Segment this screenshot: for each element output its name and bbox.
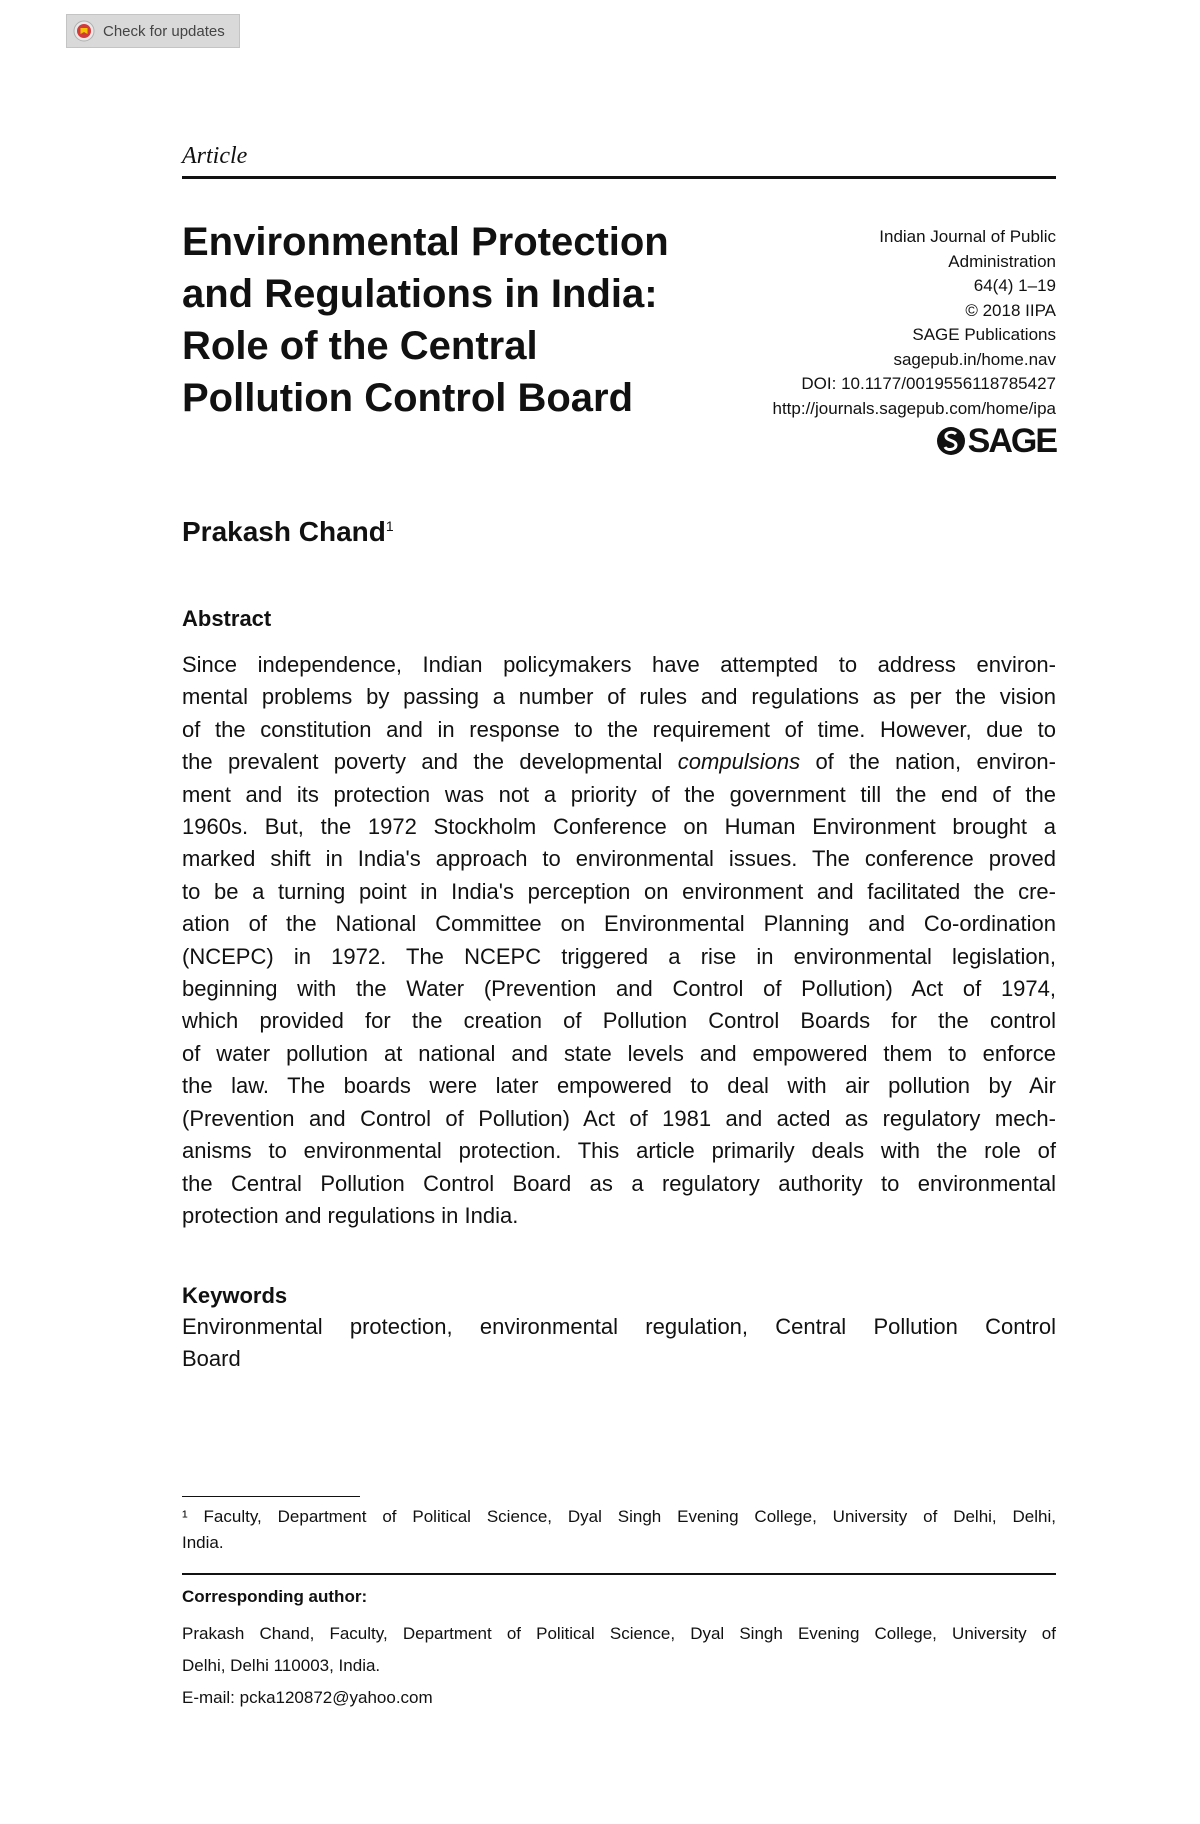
- header-rule: [182, 176, 1056, 179]
- footnote-rule: [182, 1496, 360, 1497]
- journal-metadata: [772, 225, 1056, 421]
- article-type-label: Article: [182, 143, 248, 169]
- article-title: [182, 216, 722, 424]
- sage-logo-text: SAGE: [967, 422, 1056, 460]
- abstract-body: [182, 649, 1056, 1232]
- title-line: Pollution Control Board: [182, 376, 634, 420]
- abstract-line: the law. The boards were later empowered to deal with air pollution by Air: [182, 1073, 1056, 1099]
- abstract-line: (NCEPC) in 1972. The NCEPC triggered a rise in environmental legislation,: [182, 943, 1056, 969]
- abstract-line: Since independence, Indian policymakers have attempted to address environ-: [182, 652, 1056, 677]
- abstract-line: the Central Pollution Control Board as a regulatory authority to environmental: [182, 1170, 1056, 1196]
- sage-emblem-icon: [936, 424, 966, 458]
- affiliation-footnote: [182, 1504, 1056, 1556]
- check-for-updates-label: Check for updates: [103, 22, 225, 40]
- author-name: [182, 516, 394, 548]
- corresponding-author-body: [182, 1618, 1056, 1714]
- journal-name-line: Administration: [948, 251, 1056, 271]
- abstract-line: protection and regulations in India.: [182, 1202, 519, 1228]
- keywords-heading: Keywords: [182, 1283, 288, 1308]
- sage-logo: [936, 424, 1056, 458]
- volume-issue-pages: 64(4) 1–19: [973, 276, 1056, 295]
- doi[interactable]: DOI: 10.1177/0019556118785427: [801, 374, 1056, 393]
- affiliation-mark: 1: [385, 518, 394, 534]
- copyright: © 2018 IIPA: [965, 300, 1056, 320]
- publisher-name: SAGE Publications: [912, 325, 1056, 344]
- corresponding-email[interactable]: E-mail: pcka120872@yahoo.com: [182, 1688, 433, 1707]
- abstract-line: mental problems by passing a number of rules and regulations as per the vision: [182, 684, 1056, 710]
- abstract-line: ation of the National Committee on Environmental Planning and Co-ordination: [182, 911, 1056, 937]
- corresponding-rule: [182, 1573, 1056, 1575]
- abstract-line: marked shift in India's approach to environmental issues. The conference proved: [182, 846, 1056, 872]
- abstract-heading: Abstract: [182, 606, 272, 631]
- abstract-line: of the constitution and in response to the requirement of time. However, due to: [182, 716, 1056, 742]
- abstract-line: beginning with the Water (Prevention and Control of Pollution) Act of 1974,: [182, 976, 1056, 1002]
- abstract-line: the prevalent poverty and the developmental compulsions of the nation, environ-: [182, 749, 1056, 775]
- emphasized-word: compulsions: [677, 749, 801, 775]
- footnote-line: ¹ Faculty, Department of Political Science, Dyal Singh Evening College, University of Delhi, Delhi,: [182, 1507, 1056, 1526]
- author-name-text: Prakash Chand: [182, 516, 386, 547]
- abstract-line: 1960s. But, the 1972 Stockholm Conference on Human Environment brought a: [182, 814, 1056, 840]
- journal-url[interactable]: http://journals.sagepub.com/home/ipa: [772, 398, 1056, 418]
- corresponding-line: Prakash Chand, Faculty, Department of Political Science, Dyal Singh Evening College, University of: [182, 1624, 1056, 1643]
- corresponding-line: Delhi, Delhi 110003, India.: [182, 1656, 381, 1675]
- keywords-line: Board: [182, 1346, 241, 1372]
- check-for-updates-button[interactable]: [66, 14, 240, 48]
- abstract-line: of water pollution at national and state levels and empowered them to enforce: [182, 1040, 1056, 1066]
- journal-name-line: Indian Journal of Public: [879, 227, 1056, 246]
- title-line: and Regulations in India:: [182, 272, 658, 316]
- publisher-url[interactable]: sagepub.in/home.nav: [893, 349, 1056, 369]
- abstract-line: anisms to environmental protection. This article primarily deals with the role of: [182, 1138, 1056, 1164]
- footnote-line: India.: [182, 1533, 224, 1552]
- abstract-line: to be a turning point in India's perception on environment and facilitated the cre-: [182, 878, 1056, 904]
- keywords-line: Environmental protection, environmental regulation, Central Pollution Control: [182, 1314, 1056, 1339]
- title-line: Environmental Protection: [182, 220, 669, 264]
- keywords-body: [182, 1311, 1056, 1376]
- abstract-line: ment and its protection was not a priority of the government till the end of the: [182, 781, 1056, 807]
- title-line: Role of the Central: [182, 324, 538, 368]
- corresponding-author-heading: Corresponding author:: [182, 1587, 368, 1606]
- abstract-line: (Prevention and Control of Pollution) Act of 1981 and acted as regulatory mech-: [182, 1105, 1056, 1131]
- abstract-line: which provided for the creation of Pollution Control Boards for the control: [182, 1008, 1056, 1034]
- update-icon: [73, 20, 95, 42]
